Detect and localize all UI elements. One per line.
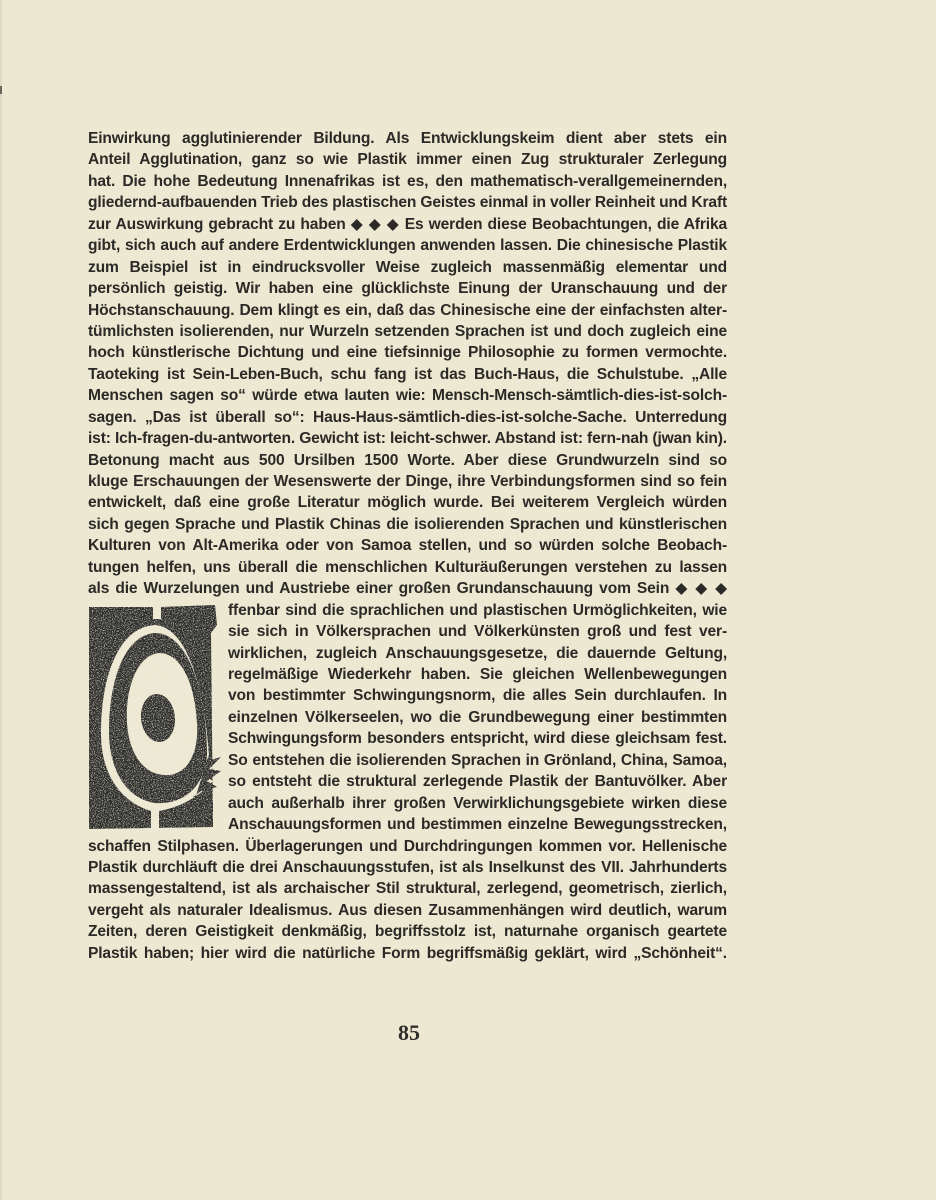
text-line: Zeiten, deren Geistigkeit denkmäßig, begriffsstolz ist, naturnahe organisch geartete (88, 923, 727, 941)
paragraph-before-dropcap (88, 128, 727, 600)
text-line: Schwingungsform besonders entspricht, wird diese gleichsam fest. (228, 730, 727, 748)
text-line: Menschen sagen so“ würde etwa lauten wie: Mensch-Mensch-sämtlich-dies-ist-solch- (88, 387, 727, 405)
page-edge-mark (0, 86, 2, 94)
text-line: regelmäßige Wiederkehr haben. Sie gleichen Wellenbewegungen (228, 665, 727, 683)
text-line: Betonung macht aus 500 Ursilben 1500 Worte. Aber diese Grundwurzeln sind so (88, 451, 727, 469)
text-line: wirklichen, zugleich Anschauungsgesetze, die dauernde Geltung, (228, 644, 727, 662)
text-line: sich gegen Sprache und Plastik Chinas die isolierenden Sprachen und künstlerischen (88, 515, 727, 533)
text-line: entwickelt, daß eine große Literatur möglich wurde. Bei weiterem Vergleich würden (88, 494, 727, 512)
text-line: gibt, sich auch auf andere Erdentwicklungen anwenden lassen. Die chinesische Plastik (88, 237, 727, 255)
text-line: Kulturen von Alt-Amerika oder von Samoa stellen, und so würden solche Beobach- (88, 537, 727, 555)
text-line: Plastik durchläuft die drei Anschauungsstufen, ist als Inselkunst des VII. Jahrhunderts (88, 859, 727, 876)
text-line: Taoteking ist Sein-Leben-Buch, schu fang ist das Buch-Haus, die Schulstube. „Alle (88, 365, 727, 383)
text-line: ist: Ich-fragen-du-antworten. Gewicht ist: leicht-schwer. Abstand ist: fern-nah (jwan kin). (88, 430, 727, 448)
dropcap-paragraph (88, 600, 727, 836)
text-line: massengestaltend, ist als archaischer Stil struktural, zerlegend, geometrisch, zierlich, (88, 880, 727, 898)
text-line: gliedernd-aufbauenden Trieb des plastischen Geistes einmal in voller Reinheit und Kraft (88, 194, 727, 212)
text-line: von bestimmter Schwingungsnorm, die alles Sein durchlaufen. In (228, 687, 727, 705)
text-line: ffenbar sind die sprachlichen und plastischen Urmöglichkeiten, wie (228, 601, 727, 619)
text-line: zur Auswirkung gebracht zu haben ◆ ◆ ◆ Es werden diese Beobachtungen, die Afrika (88, 215, 727, 233)
text-line: tümlichsten isolierenden, nur Wurzeln setzenden Sprachen ist und doch zugleich eine (88, 322, 727, 340)
text-line: Plastik haben; hier wird die natürliche Form begriffsmäßig geklärt, wird „Schönheit“. (88, 944, 727, 962)
text-line: kluge Erschauungen der Wesenswerte der Dinge, ihre Verbindungsformen sind so fein (88, 473, 727, 490)
text-line: hat. Die hohe Bedeutung Innenafrikas ist es, den mathematisch-verallgemeinernden, (88, 172, 727, 190)
woodcut-initial-o-icon (89, 605, 221, 829)
text-line: So entstehen die isolierenden Sprachen in Grönland, China, Samoa, (228, 751, 727, 769)
text-line: persönlich geistig. Wir haben eine glücklichste Einung der Uranschauung und der (88, 280, 727, 298)
text-line: sagen. „Das ist überall so“: Haus-Haus-sämtlich-dies-ist-solche-Sache. Unterredung (88, 408, 727, 426)
text-line: Anteil Agglutination, ganz so wie Plastik immer einen Zug strukturaler Zerlegung (88, 151, 727, 169)
text-line: sie sich in Völkersprachen und Völkerkünsten groß und fest ver- (228, 623, 727, 641)
text-line: Höchstanschauung. Dem klingt es ein, daß das Chinesische eine der einfachsten alter- (88, 301, 727, 319)
text-line: zum Beispiel ist in eindrucksvoller Weise zugleich massenmäßig elementar und (88, 258, 727, 276)
text-line: Einwirkung agglutinierender Bildung. Als Entwicklungskeim dient aber stets ein (88, 130, 727, 147)
body-text (88, 128, 727, 964)
text-line: hoch künstlerische Dichtung und eine tiefsinnige Philosophie zu formen vermochte. (88, 344, 727, 362)
text-line: einzelnen Völkerseelen, wo die Grundbewegung einer bestimmten (228, 708, 727, 726)
text-line: Anschauungsformen und bestimmen einzelne Bewegungsstrecken, (228, 816, 727, 833)
text-line: schaffen Stilphasen. Überlagerungen und Durchdringungen kommen vor. Hellenische (88, 837, 727, 855)
paragraph-after-dropcap (88, 836, 727, 965)
page-number: 85 (398, 1020, 420, 1045)
text-line: tungen helfen, uns überall die menschlichen Kulturäußerungen verstehen zu lassen (88, 558, 727, 576)
text-line: vergeht als naturaler Idealismus. Aus diesen Zusammenhängen wird deutlich, warum (88, 901, 727, 919)
text-line: als die Wurzelungen und Austriebe einer großen Grundanschauung vom Sein ◆ ◆ ◆ (88, 580, 727, 598)
text-line: auch außerhalb ihrer großen Verwirklichungsgebiete wirken diese (228, 794, 727, 812)
text-line: so entsteht die struktural zerlegende Plastik der Bantuvölker. Aber (228, 773, 727, 791)
